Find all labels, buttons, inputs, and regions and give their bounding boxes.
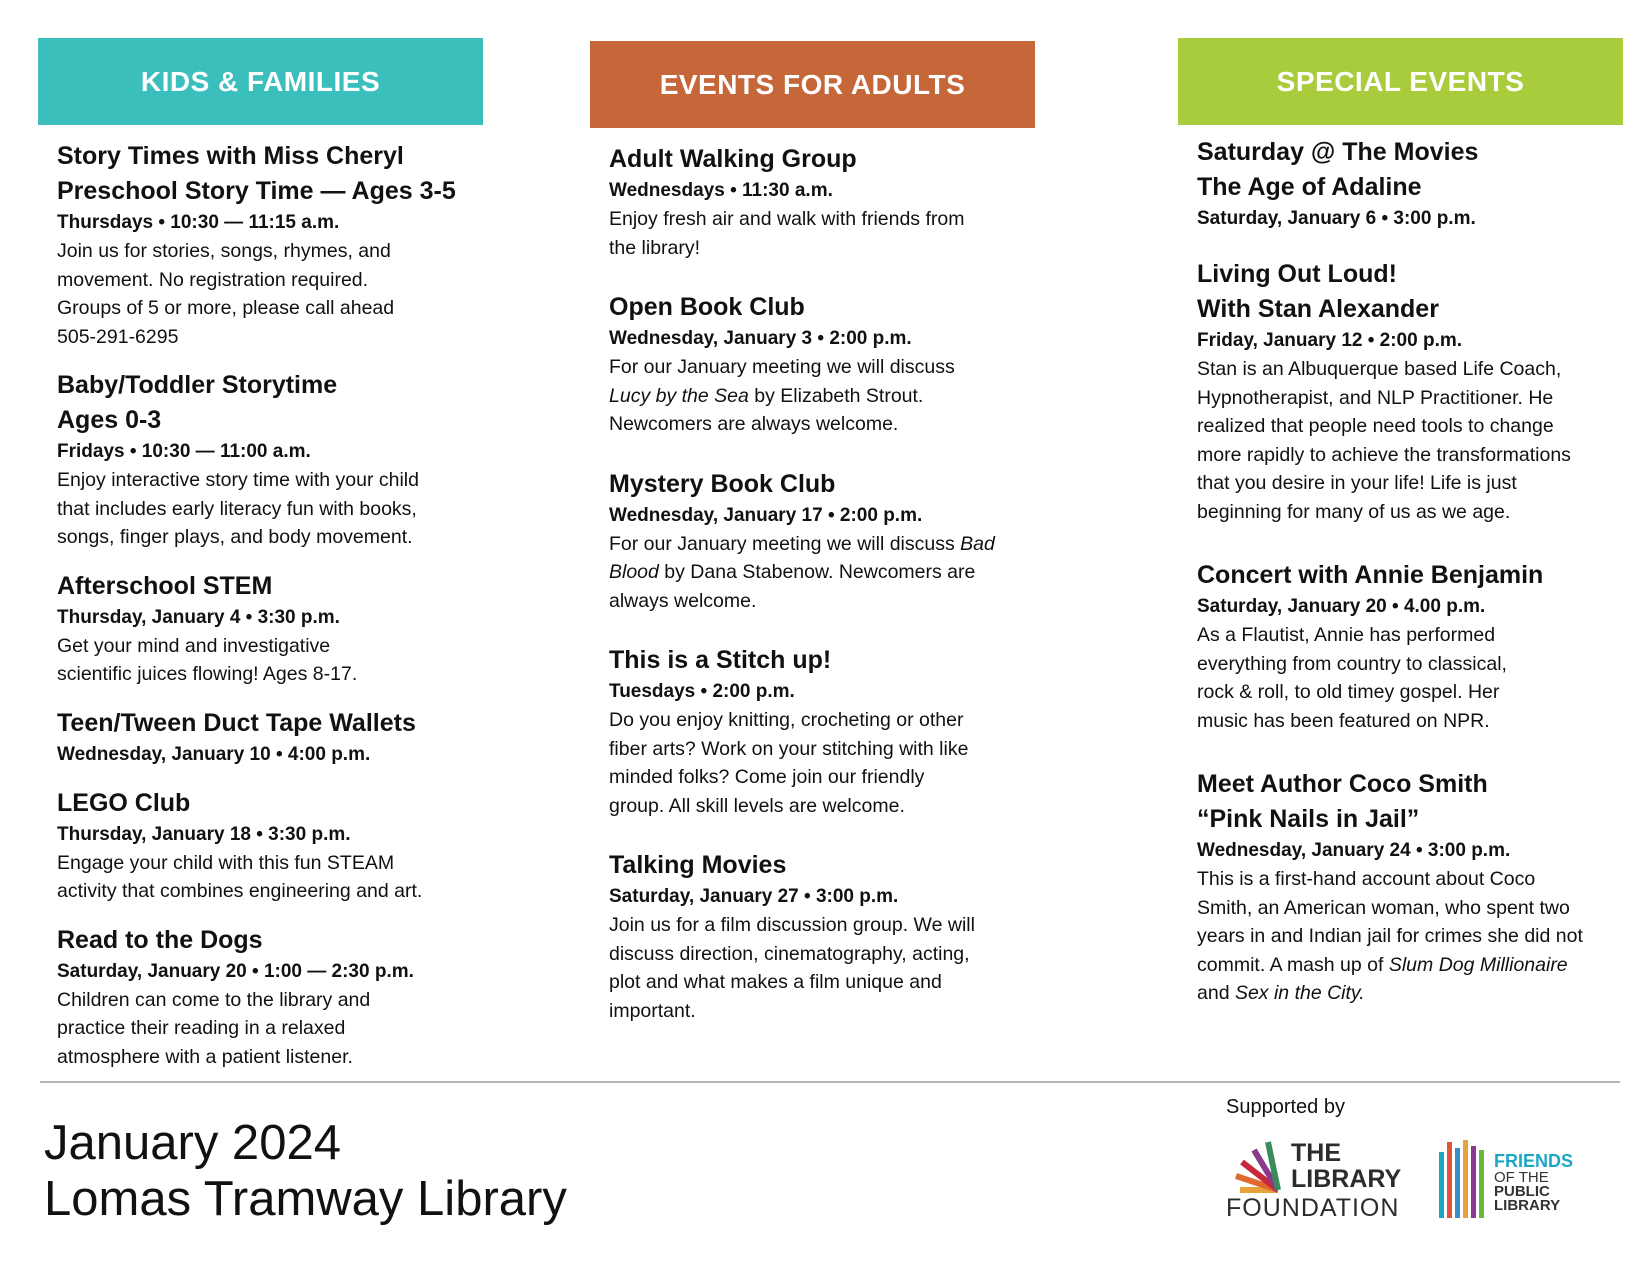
event-time: Wednesdays • 11:30 a.m. [609, 180, 833, 201]
event-description: Enjoy fresh air and walk with friends from the library! [609, 208, 965, 259]
event-title: Teen/Tween Duct Tape Wallets [57, 708, 416, 737]
flyer-title [44, 1115, 567, 1227]
event-time: Saturday, January 27 • 3:00 p.m. [609, 886, 899, 907]
event-subtitle: With Stan Alexander [1197, 295, 1439, 323]
event-lego-club [57, 786, 483, 906]
event-walking-group [609, 142, 1035, 262]
event-title: Mystery Book Club [609, 469, 836, 498]
event-mystery-book-club [609, 467, 1035, 616]
event-subtitle: Preschool Story Time — Ages 3-5 [57, 177, 456, 205]
event-subtitle: The Age of Adaline [1197, 173, 1422, 201]
event-time: Fridays • 10:30 — 11:00 a.m. [57, 441, 311, 462]
event-time: Thursday, January 4 • 3:30 p.m. [57, 606, 340, 628]
event-meet-author [1197, 767, 1623, 1008]
event-title: Concert with Annie Benjamin [1197, 561, 1544, 589]
event-saturday-movies [1197, 135, 1623, 233]
special-events-header: SPECIAL EVENTS [1178, 38, 1623, 125]
special-events-column [1178, 38, 1623, 1040]
event-title: Open Book Club [609, 293, 805, 321]
film-title: Sex in the City. [1234, 982, 1365, 1004]
event-title: Living Out Loud! [1197, 260, 1397, 288]
friends-public-library-logo: FRIENDS OF THE PUBLIC LIBRARY [1437, 1138, 1587, 1224]
event-talking-movies [609, 848, 1035, 1025]
event-living-out-loud [1197, 257, 1623, 526]
event-description: As a Flautist, Annie has performed everything from country to classical, rock & roll, to old timey gospel. Her music has been featured on NPR. [1197, 624, 1507, 732]
event-subtitle: Ages 0-3 [57, 406, 162, 434]
event-description: Stan is an Albuquerque based Life Coach, Hypnotherapist, and NLP Practitioner. He realized that people need tools to change more rapidly to achieve the transformations that you desire in your life! Life is just beginning for many of us as we age. [1197, 358, 1571, 523]
event-time: Saturday, January 20 • 4.00 p.m. [1197, 596, 1486, 617]
event-time: Wednesday, January 24 • 3:00 p.m. [1197, 840, 1511, 861]
event-duct-tape [57, 706, 483, 769]
library-name: Lomas Tramway Library [44, 1172, 567, 1226]
event-description: Join us for a film discussion group. We will discuss direction, cinematography, acting, plot and what makes a film unique and important. [609, 914, 975, 1022]
event-title: Adult Walking Group [609, 145, 857, 173]
event-story-times [57, 139, 483, 351]
book-title: Lucy by the Sea [609, 384, 749, 407]
library-foundation-logo-mark [1226, 1138, 1286, 1194]
event-description: Enjoy interactive story time with your child that includes early literacy fun with books, songs, finger plays, and body movement. [57, 469, 419, 548]
adults-header: EVENTS FOR ADULTS [590, 41, 1035, 128]
event-time: Wednesday, January 3 • 2:00 p.m. [609, 328, 912, 349]
event-title: Meet Author Coco Smith [1197, 770, 1488, 798]
event-baby-toddler [57, 368, 483, 552]
event-time: Thursday, January 18 • 3:30 p.m. [57, 823, 351, 845]
event-title: Saturday @ The Movies [1197, 138, 1479, 166]
event-title: LEGO Club [57, 788, 191, 817]
event-open-book-club [609, 290, 1035, 439]
event-description: Get your mind and investigative scientific juices flowing! Ages 8-17. [57, 634, 358, 685]
library-foundation-logo: THE LIBRARY FOUNDATION [1226, 1139, 1402, 1222]
event-description: Join us for stories, songs, rhymes, and movement. No registration required. Groups of 5 or more, please call ahead 505-291-6295 [57, 240, 395, 348]
event-time: Tuesdays • 2:00 p.m. [609, 681, 795, 702]
footer-divider [40, 1081, 1620, 1083]
adults-column [590, 41, 1035, 1053]
friends-library-logo-mark [1437, 1138, 1491, 1220]
event-title: Read to the Dogs [57, 925, 263, 954]
event-description: Do you enjoy knitting, crocheting or other fiber arts? Work on your stitching with like minded folks? Come join our friendly group. All skill levels are welcome. [609, 709, 969, 817]
event-title: Baby/Toddler Storytime [57, 371, 338, 399]
kids-families-column [38, 38, 483, 1088]
month-label: January 2024 [44, 1116, 341, 1170]
event-time: Wednesday, January 10 • 4:00 p.m. [57, 743, 371, 765]
event-description: Engage your child with this fun STEAM activity that combines engineering and art. [57, 851, 423, 902]
event-read-to-dogs [57, 923, 483, 1072]
event-time: Thursdays • 10:30 — 11:15 a.m. [57, 212, 340, 233]
event-time: Saturday, January 6 • 3:00 p.m. [1197, 208, 1476, 229]
event-time: Friday, January 12 • 2:00 p.m. [1197, 330, 1463, 351]
book-title: Blood [609, 561, 659, 583]
event-title: Afterschool STEM [57, 571, 273, 600]
event-stitch-up [609, 643, 1035, 820]
event-concert [1197, 558, 1623, 735]
film-title: Slum Dog Millionaire [1388, 953, 1568, 976]
event-description: Children can come to the library and practice their reading in a relaxed atmosphere with a patient listener. [57, 988, 371, 1068]
kids-families-header: KIDS & FAMILIES [38, 38, 483, 125]
event-title: Story Times with Miss Cheryl [57, 142, 404, 170]
event-time: Saturday, January 20 • 1:00 — 2:30 p.m. [57, 960, 414, 982]
supported-by-label: Supported by [1226, 1096, 1345, 1118]
event-description: For our January meeting we will discuss Bad Blood by Dana Stabenow. Newcomers are always welcome. [609, 532, 995, 612]
event-subtitle: “Pink Nails in Jail” [1197, 805, 1420, 833]
event-title: This is a Stitch up! [609, 646, 832, 674]
book-title: Bad [960, 532, 995, 555]
event-title: Talking Movies [609, 851, 787, 879]
event-description: This is a first-hand account about Coco Smith, an American woman, who spent two years in and Indian jail for crimes she did not commit. A mash up of Slum Dog Millionaire and Sex in the City. [1197, 868, 1583, 1004]
event-description: For our January meeting we will discuss Lucy by the Sea by Elizabeth Strout. Newcomers are always welcome. [609, 356, 955, 435]
event-time: Wednesday, January 17 • 2:00 p.m. [609, 504, 923, 526]
event-afterschool-stem [57, 569, 483, 689]
